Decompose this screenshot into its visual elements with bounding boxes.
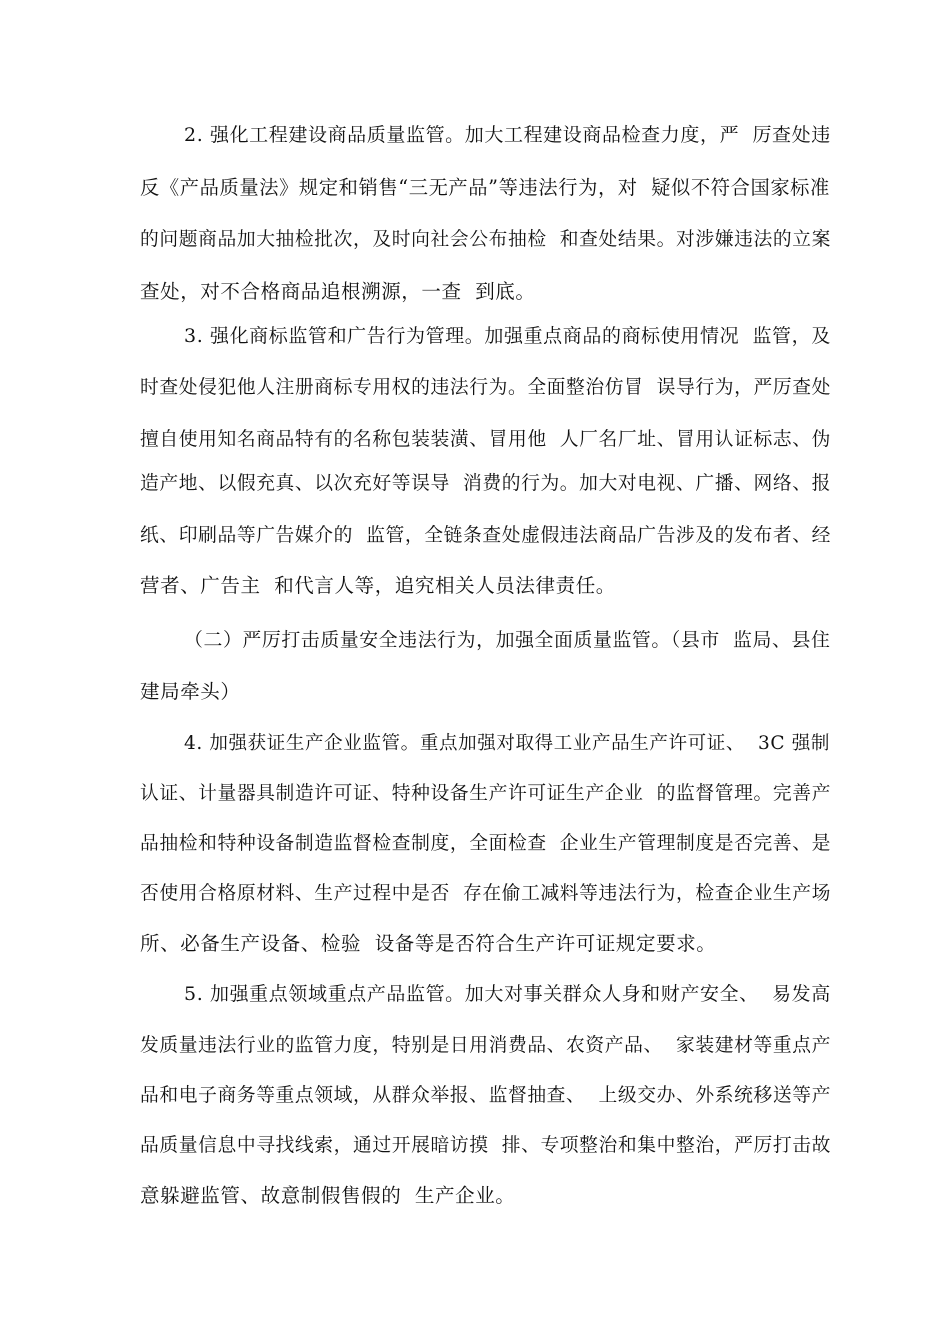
text-line: 4. 加强获证生产企业监管。重点加强对取得工业产品生产许可证、 3C 强制 [184,733,830,754]
text-line: 营者、广告主 和代言人等，追究相关人员法律责任。 [140,574,616,597]
text-line: 否使用合格原材料、生产过程中是否 存在偷工减料等违法行为，检查企业生产场 [140,883,831,904]
text-line: 意躲避监管、故意制假售假的 生产企业。 [140,1184,516,1207]
text-line: 所、必备生产设备、检验 设备等是否符合生产许可证规定要求。 [140,932,717,955]
text-line: 造产地、以假充真、以次充好等误导 消费的行为。加大对电视、广播、网络、报 [140,473,831,494]
text-line: 建局牵头） [140,680,241,703]
text-line: （二）严厉打击质量安全违法行为，加强全面质量监管。（县市 监局、县住 [184,629,831,651]
text-line: 纸、印刷品等广告媒介的 监管，全链条查处虚假违法商品广告涉及的发布者、经 [140,525,831,546]
text-line: 查处，对不合格商品追根溯源，一查 到底。 [140,280,536,303]
text-line: 发质量违法行业的监管力度，特别是日用消费品、农资产品、 家装建材等重点产 [140,1035,831,1056]
text-line: 品抽检和特种设备制造监督检查制度，全面检查 企业生产管理制度是否完善、是 [140,833,831,854]
text-line: 品和电子商务等重点领域，从群众举报、监督抽查、 上级交办、外系统移送等产 [140,1085,831,1106]
text-line: 2. 强化工程建设商品质量监管。加大工程建设商品检查力度，严 厉查处违 [184,124,831,146]
text-line: 反《产品质量法》规定和销售“三无产品”等违法行为，对 疑似不符合国家标准 [140,176,830,199]
text-line: 认证、计量器具制造许可证、特种设备生产许可证生产企业 的监督管理。完善产 [140,783,831,804]
text-line: 的问题商品加大抽检批次，及时向社会公布抽检 和查处结果。对涉嫌违法的立案 [140,229,831,250]
text-line: 品质量信息中寻找线索，通过开展暗访摸 排、专项整治和集中整治，严厉打击故 [140,1135,831,1156]
text-line: 3. 强化商标监管和广告行为管理。加强重点商品的商标使用情况 监管，及 [184,325,831,347]
text-line: 时查处侵犯他人注册商标专用权的违法行为。全面整治仿冒 误导行为，严厉查处 [140,377,831,398]
text-line: 擅自使用知名商品特有的名称包装装潢、冒用他 人厂名厂址、冒用认证标志、伪 [140,429,831,450]
text-line: 5. 加强重点领域重点产品监管。加大对事关群众人身和财产安全、 易发高 [184,983,831,1005]
